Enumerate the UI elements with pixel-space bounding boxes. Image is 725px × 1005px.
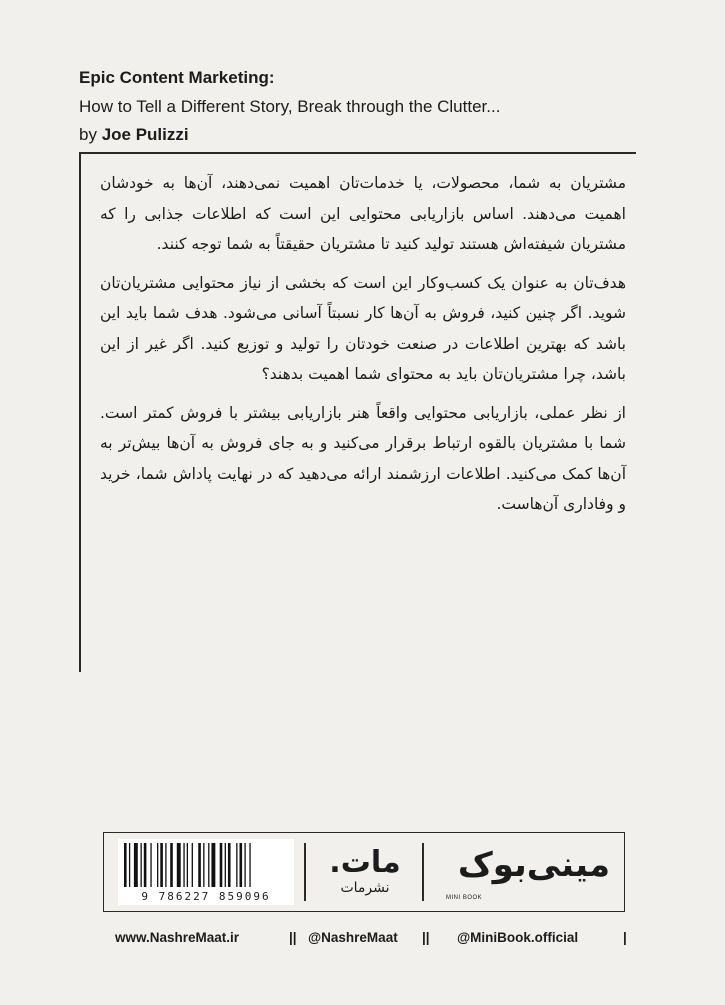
- divider: [422, 843, 424, 901]
- nashre-maat-logo: [319, 847, 411, 903]
- book-header: [79, 64, 679, 150]
- divider: [304, 843, 306, 901]
- separator: ||: [289, 930, 297, 945]
- paragraph: مشتریان به شما، محصولات، یا خدمات‌تان اهمیت نمی‌دهند، آن‌ها به خودشان اهمیت می‌دهند. اساس بازاریابی محتوایی این است که اطلاعات جذابی را که مشتریان شیفته‌اش هستند تولید کنید تا مشتریان حقیقتاً به شما توجه کنند.: [100, 174, 626, 253]
- contact-line: [105, 930, 630, 952]
- paragraph: هدف‌تان به عنوان یک کسب‌وکار این است که بخشی از نیاز محتوایی مشتریان‌تان شوید. اگر چنین کنید، فروش به آن‌ها کار نسبتاً آسانی می‌شود. هدف شما باید این باشد که بهترین اطلاعات در صنعت خودتان را تولید و توزیع کنید. اگر غیر از این باشد، چرا مشتریان‌تان باید به محتوای شما اهمیت بدهند؟: [100, 273, 626, 383]
- isbn-barcode: [118, 839, 294, 905]
- maat-logo-mark: مات.: [329, 845, 401, 880]
- minibook-logo-caption: MINI BOOK: [446, 895, 483, 901]
- minibook-logo: [436, 843, 616, 903]
- barcode-digits: 9 786227 859096: [141, 890, 271, 903]
- website-link[interactable]: www.NashreMaat.ir: [115, 930, 240, 945]
- book-title: Epic Content Marketing:: [79, 68, 275, 87]
- minibook-handle[interactable]: @MiniBook.official: [457, 930, 579, 945]
- nashremaat-handle[interactable]: @NashreMaat: [308, 930, 398, 945]
- book-author: [79, 121, 679, 150]
- publisher-box: [103, 832, 625, 912]
- book-subtitle: How to Tell a Different Story, Break through the Clutter...: [79, 96, 501, 116]
- blurb-text: [100, 168, 626, 528]
- separator: |: [623, 930, 627, 945]
- separator: ||: [422, 930, 430, 945]
- author-name: Joe Pulizzi: [101, 125, 189, 144]
- barcode-bars: [124, 843, 288, 887]
- author-prefix: by: [79, 125, 102, 144]
- minibook-logo-mark: مینی‌بوک: [457, 845, 610, 885]
- maat-logo-name: نشرمات: [340, 880, 390, 896]
- paragraph: از نظر عملی، بازاریابی محتوایی واقعاً هنر بازاریابی بیشتر با فروش کمتر است. شما با مشتریان بالقوه ارتباط برقرار می‌کنید و به جای فروش به آن‌ها بیش‌تر به آن‌ها کمک می‌کنید. اطلاعات ارزشمند ارائه می‌دهید که در نهایت پاداش شما، خرید و وفاداری آن‌هاست.: [100, 403, 626, 513]
